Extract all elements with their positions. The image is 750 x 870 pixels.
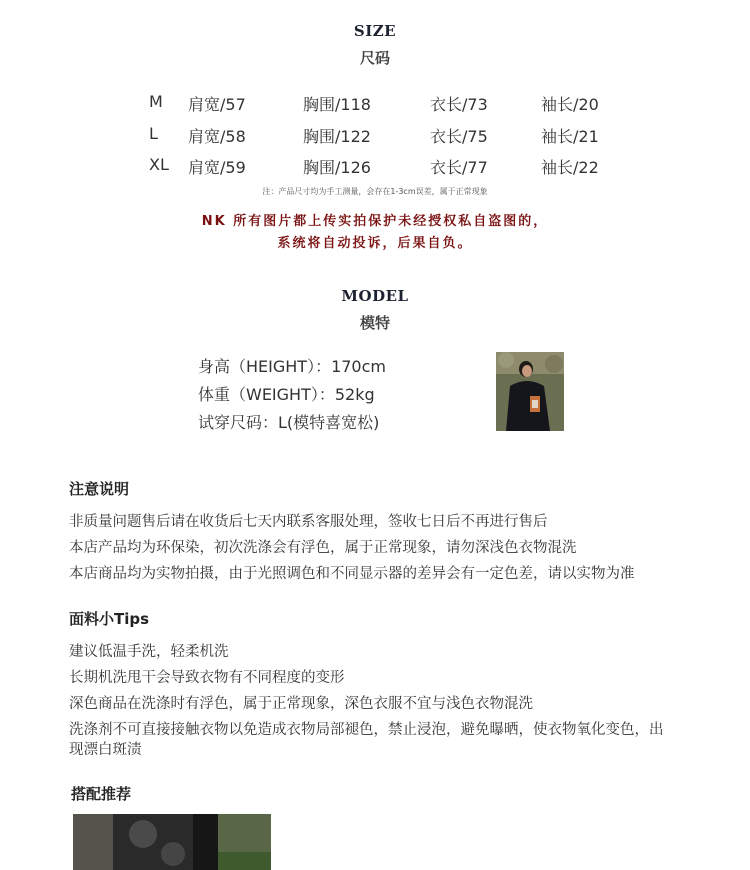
- notice-line: 本店产品均为环保染，初次洗涤会有浮色，属于正常现象，请勿深浅色衣物混洗: [69, 540, 577, 556]
- size-row-xl: [0, 155, 750, 177]
- sleeve-value: 袖长/22: [541, 158, 599, 177]
- fabric-tip-line: 建议低温手洗，轻柔机洗: [69, 644, 229, 660]
- sleeve-value: 袖长/21: [541, 127, 599, 146]
- size-note: 注：产品尺寸均为手工测量，会存在1-3cm误差，属于正常现象: [262, 187, 488, 196]
- model-weight: 体重（WEIGHT）：52kg: [198, 385, 375, 404]
- model-try-size: 试穿尺码：L(模特喜宽松): [198, 413, 380, 432]
- model-title-cn: 模特: [359, 314, 390, 332]
- notice-title: 注意说明: [69, 480, 130, 498]
- copyright-warning-line2: 系统将自动投诉，后果自负。: [277, 236, 473, 251]
- notice-line: 非质量问题售后请在收货后七天内联系客服处理，签收七日后不再进行售后: [69, 514, 548, 530]
- model-photo-illustration: [496, 352, 564, 431]
- fabric-tip-line: 洗涤剂不可直接接触衣物以免造成衣物局部褪色，禁止浸泡，避免曝晒，使衣物氧化变色，出: [69, 722, 664, 738]
- chest-value: 胸围/118: [303, 95, 371, 114]
- fabric-tip-line: 长期机洗甩干会导致衣物有不同程度的变形: [69, 670, 345, 686]
- chest-value: 胸围/126: [303, 158, 371, 177]
- recommend-photo-illustration: [73, 814, 271, 870]
- size-row-m: [0, 92, 750, 114]
- model-photo: [496, 352, 564, 431]
- shoulder-value: 肩宽/59: [188, 158, 246, 177]
- sleeve-value: 袖长/20: [541, 95, 599, 114]
- size-title-cn: 尺码: [359, 49, 390, 67]
- size-title-en: SIZE: [353, 22, 397, 40]
- recommend-title: 搭配推荐: [71, 785, 132, 803]
- length-value: 衣长/75: [430, 127, 488, 146]
- size-label: M: [149, 92, 163, 111]
- chest-value: 胸围/122: [303, 127, 371, 146]
- fabric-tip-line: 深色商品在洗涤时有浮色，属于正常现象，深色衣服不宜与浅色衣物混洗: [69, 696, 533, 712]
- size-row-l: [0, 124, 750, 146]
- fabric-tips-title: 面料小Tips: [69, 610, 150, 628]
- fabric-tip-line: 现漂白斑渍: [69, 742, 142, 758]
- size-label: XL: [149, 155, 169, 174]
- size-label: L: [149, 124, 158, 143]
- length-value: 衣长/77: [430, 158, 488, 177]
- notice-line: 本店商品均为实物拍摄，由于光照调色和不同显示器的差异会有一定色差，请以实物为准: [69, 566, 635, 582]
- length-value: 衣长/73: [430, 95, 488, 114]
- shoulder-value: 肩宽/58: [188, 127, 246, 146]
- shoulder-value: 肩宽/57: [188, 95, 246, 114]
- model-height: 身高（HEIGHT）：170cm: [198, 357, 386, 376]
- recommend-photo: [73, 814, 271, 870]
- model-title-en: MODEL: [341, 287, 409, 305]
- copyright-warning-line1: NK 所有图片都上传实拍保护未经授权私自盗图的，: [201, 214, 549, 229]
